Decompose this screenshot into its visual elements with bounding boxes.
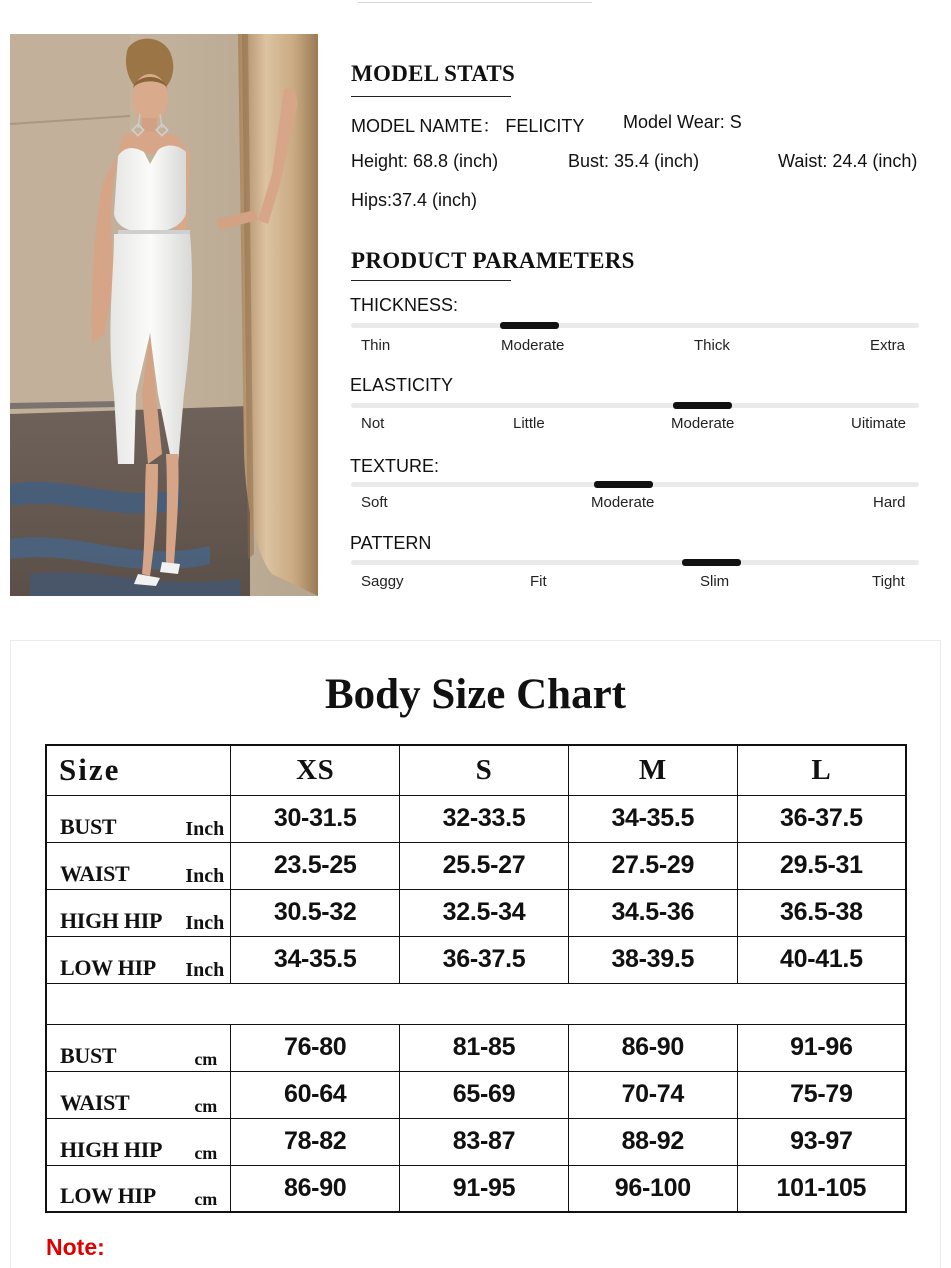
model-wear: Model Wear: S (623, 112, 742, 132)
row-label-cell (46, 1071, 231, 1118)
measurement-label: LOW HIP (60, 954, 156, 980)
row-label-cell (46, 842, 231, 889)
model-hips: Hips:37.4 (inch) (351, 190, 478, 210)
measurement-label: BUST (60, 1042, 117, 1068)
texture-option-hard: Hard (873, 494, 906, 511)
table-cell: 34.5-36 (568, 889, 737, 936)
texture-option-moderate: Moderate (591, 494, 655, 511)
thickness-option-thin: Thin (361, 337, 391, 354)
elasticity-option-uitimate: Uitimate (851, 415, 907, 432)
table-row-low-hip-inch (46, 936, 906, 983)
table-cell: 70-74 (568, 1071, 737, 1118)
unit-label: cm (194, 1142, 218, 1163)
table-cell: 93-97 (737, 1118, 906, 1165)
elasticity-option-moderate: Moderate (671, 415, 735, 432)
model-stats-title: MODEL STATS (351, 61, 516, 86)
row-label-cell (46, 1024, 231, 1071)
size-header-l: L (737, 745, 906, 795)
table-cell: 86-90 (568, 1024, 737, 1071)
table-cell: 23.5-25 (231, 842, 400, 889)
thickness-label: THICKNESS: (350, 295, 459, 315)
table-cell: 75-79 (737, 1071, 906, 1118)
texture-label: TEXTURE: (350, 456, 440, 476)
table-cell: 86-90 (231, 1165, 400, 1212)
size-header-label: Size (46, 745, 231, 795)
thickness-option-moderate: Moderate (501, 337, 565, 354)
measurement-label: WAIST (60, 1089, 130, 1115)
measurement-label: WAIST (60, 860, 130, 886)
unit-label: Inch (185, 864, 225, 887)
measurement-label: LOW HIP (60, 1183, 156, 1208)
table-row-bust-cm (46, 1024, 906, 1071)
table-cell: 25.5-27 (400, 842, 569, 889)
table-cell: 29.5-31 (737, 842, 906, 889)
model-stats-underline (351, 96, 511, 97)
texture-option-soft: Soft (361, 494, 388, 511)
pattern-option-tight: Tight (872, 573, 905, 590)
elasticity-selected-marker (673, 402, 732, 409)
table-cell: 34-35.5 (231, 936, 400, 983)
table-cell: 101-105 (737, 1165, 906, 1212)
product-parameters-title: PRODUCT PARAMETERS (351, 248, 635, 273)
size-header-m: M (568, 745, 737, 795)
row-label-cell (46, 1118, 231, 1165)
unit-label: cm (194, 1189, 218, 1209)
table-cell: 91-96 (737, 1024, 906, 1071)
table-row-bust-inch (46, 795, 906, 842)
size-chart-title: Body Size Chart (325, 671, 626, 718)
thickness-option-thick: Thick (694, 337, 730, 354)
table-cell: 32.5-34 (400, 889, 569, 936)
table-cell: 30-31.5 (231, 795, 400, 842)
unit-label: Inch (185, 817, 225, 840)
table-cell: 76-80 (231, 1024, 400, 1071)
measurement-label: BUST (60, 813, 117, 839)
model-photo (10, 34, 318, 596)
product-parameters-underline (351, 280, 511, 281)
model-height: Height: 68.8 (inch) (351, 151, 499, 171)
table-cell: 78-82 (231, 1118, 400, 1165)
table-cell: 91-95 (400, 1165, 569, 1212)
table-cell: 36.5-38 (737, 889, 906, 936)
size-header-xs: XS (231, 745, 400, 795)
elasticity-label: ELASTICITY (350, 375, 454, 395)
model-photo-illustration (10, 34, 318, 596)
elasticity-option-little: Little (513, 415, 545, 432)
table-cell: 30.5-32 (231, 889, 400, 936)
table-cell: 32-33.5 (400, 795, 569, 842)
table-cell: 65-69 (400, 1071, 569, 1118)
table-spacer-cell (46, 983, 906, 1024)
note-heading: Note: (46, 1234, 105, 1260)
pattern-label: PATTERN (350, 533, 432, 553)
thickness-option-extra: Extra (870, 337, 906, 354)
table-cell: 83-87 (400, 1118, 569, 1165)
table-row-low-hip-cm (46, 1165, 906, 1212)
unit-label: Inch (185, 958, 225, 981)
model-name: MODEL NAMTE： FELICITY (351, 116, 585, 136)
thickness-selected-marker (500, 322, 559, 329)
table-cell: 34-35.5 (568, 795, 737, 842)
table-cell: 36-37.5 (737, 795, 906, 842)
top-divider (358, 0, 592, 3)
table-cell: 40-41.5 (737, 936, 906, 983)
unit-label: cm (194, 1095, 218, 1116)
size-header-s: S (400, 745, 569, 795)
pattern-option-fit: Fit (530, 573, 547, 590)
pattern-option-saggy: Saggy (361, 573, 404, 590)
elasticity-scale (351, 403, 919, 408)
model-waist: Waist: 24.4 (inch) (778, 151, 918, 171)
row-label-cell (46, 936, 231, 983)
table-cell: 36-37.5 (400, 936, 569, 983)
table-cell: 81-85 (400, 1024, 569, 1071)
row-label-cell (46, 795, 231, 842)
pattern-option-slim: Slim (700, 573, 730, 590)
table-row-waist-cm (46, 1071, 906, 1118)
pattern-selected-marker (682, 559, 741, 566)
unit-label: Inch (185, 911, 225, 934)
texture-scale (351, 482, 919, 487)
table-cell: 88-92 (568, 1118, 737, 1165)
model-bust: Bust: 35.4 (inch) (568, 151, 700, 171)
pattern-scale (351, 560, 919, 565)
table-row-waist-inch (46, 842, 906, 889)
measurement-label: HIGH HIP (60, 907, 163, 933)
measurement-label: HIGH HIP (60, 1136, 163, 1162)
table-cell: 38-39.5 (568, 936, 737, 983)
table-row-high-hip-cm (46, 1118, 906, 1165)
table-cell: 96-100 (568, 1165, 737, 1212)
elasticity-option-not: Not (361, 415, 385, 432)
unit-label: cm (194, 1048, 218, 1069)
thickness-scale (351, 323, 919, 328)
table-row-high-hip-inch (46, 889, 906, 936)
row-label-cell (46, 1165, 231, 1212)
size-header-row (46, 745, 906, 795)
table-cell: 27.5-29 (568, 842, 737, 889)
table-cell: 60-64 (231, 1071, 400, 1118)
table-spacer-row (46, 983, 906, 1024)
row-label-cell (46, 889, 231, 936)
size-chart-table (45, 744, 907, 1213)
texture-selected-marker (594, 481, 653, 488)
